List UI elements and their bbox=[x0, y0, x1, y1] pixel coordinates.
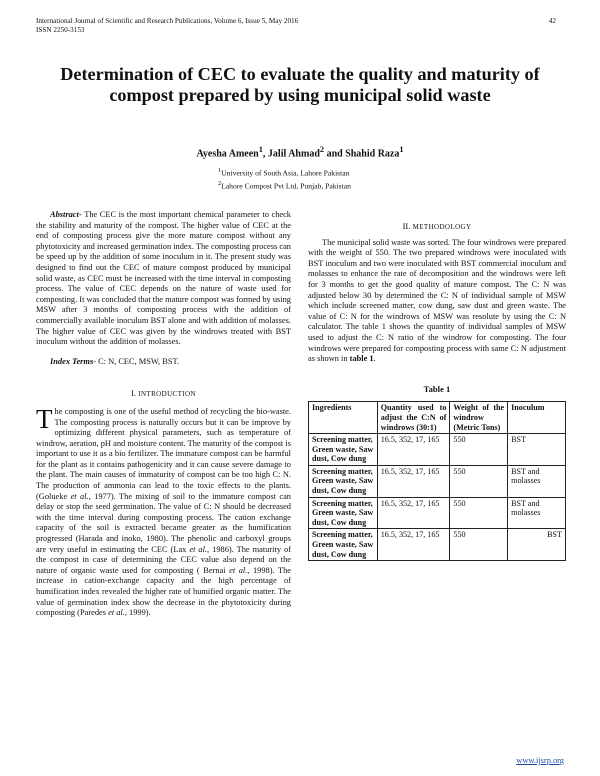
author-affil-marker: 1 bbox=[258, 145, 263, 154]
table-cell: Screening matter, Green waste, Saw dust, Cow dung bbox=[309, 434, 378, 466]
table-header-cell: Quantity used to adjust the C:N of windrows (30:1) bbox=[377, 402, 450, 434]
affiliation bbox=[218, 166, 351, 179]
citation-etal: et al. bbox=[70, 491, 89, 501]
table-row bbox=[309, 497, 566, 529]
journal-title: International Journal of Scientific and Research Publications, Volume 6, Issue 5, May 2016 bbox=[36, 17, 299, 25]
citation-etal: et al. bbox=[108, 608, 125, 618]
table-cell: Screening matter, Green waste, Saw dust, Cow dung bbox=[309, 529, 378, 561]
table-cell: 550 bbox=[450, 434, 508, 466]
affiliation bbox=[218, 179, 351, 192]
left-column bbox=[36, 210, 291, 619]
table-row bbox=[309, 529, 566, 561]
table-cell: 550 bbox=[450, 497, 508, 529]
intro-text: , 1999). bbox=[124, 608, 151, 618]
table-cell: 550 bbox=[450, 529, 508, 561]
table-header-cell: Ingredients bbox=[309, 402, 378, 434]
table-cell: BST and molasses bbox=[508, 497, 566, 529]
table-header-cell: Inoculum bbox=[508, 402, 566, 434]
table-header-cell: Weight of the windrow (Metric Tons) bbox=[450, 402, 508, 434]
table-row bbox=[309, 434, 566, 466]
table-cell: Screening matter, Green waste, Saw dust, Cow dung bbox=[309, 497, 378, 529]
abstract-label: Abstract bbox=[50, 210, 79, 219]
table-reference: table 1 bbox=[349, 354, 374, 364]
author-name: Jalil Ahmad bbox=[267, 148, 320, 160]
index-terms-text: - C: N, CEC, MSW, BST. bbox=[93, 356, 180, 366]
right-column bbox=[308, 221, 566, 561]
table-row bbox=[309, 465, 566, 497]
intro-text: , 1998). The increase in cation-exchange capacity and the high percentage of humification index revealed the higher rate of humified organic matter. The value of germination index show the decrease in the phytotoxicity during composting (Paredes bbox=[36, 565, 291, 618]
affil-marker: 1 bbox=[218, 167, 222, 174]
methodology-text: . bbox=[373, 354, 376, 364]
affiliations bbox=[218, 166, 351, 191]
page-number: 42 bbox=[548, 17, 556, 25]
methodology-paragraph bbox=[308, 238, 566, 365]
section-numeral: I. bbox=[131, 388, 137, 399]
table-cell: 16.5, 352, 17, 165 bbox=[377, 434, 450, 466]
journal-url-link[interactable]: www.ijsrp.org bbox=[516, 756, 564, 765]
issn: ISSN 2250-3153 bbox=[36, 26, 85, 34]
section-numeral: II. bbox=[402, 221, 411, 231]
author-separator: , bbox=[262, 148, 268, 160]
table-cell: BST and molasses bbox=[508, 465, 566, 497]
abstract bbox=[36, 210, 291, 348]
author-affil-marker: 1 bbox=[399, 145, 404, 154]
journal-header bbox=[36, 17, 298, 35]
table-cell: 16.5, 352, 17, 165 bbox=[377, 529, 450, 561]
data-table bbox=[308, 401, 566, 561]
citation-etal: et al. bbox=[229, 565, 248, 575]
methodology-text: The municipal solid waste was sorted. The four windrows were prepared with the weight of 550. The two prepared windrows were inoculated with BST inoculum and two were inoculated with BST commercial inoculum and molasses to enhance the rate of decomposition and the windrows were left for 3 months to get the good quality of mature compost. The C: N was adjusted below 30 by determined the C: N of individual sample of MSW which include screened matter, cow dung, saw dust and green waste. The value of C: N for the windrows of MSW was resolute by using the C: N calculator. The table 1 shows the quantity of individual samples of MSW used to adjust the C: N ratio of the windrow for composting. The four windrows were prepared for composting process with same C: N adjustment as shown in bbox=[308, 237, 566, 364]
table-cell: BST bbox=[508, 529, 566, 561]
author-list bbox=[0, 145, 600, 159]
table-cell: 16.5, 352, 17, 165 bbox=[377, 465, 450, 497]
section-heading-intro bbox=[36, 388, 291, 400]
abstract-dash: - bbox=[78, 210, 85, 219]
affiliation-text: Lahore Compost Pvt Ltd, Punjab, Pakistan bbox=[221, 181, 351, 191]
table-cell: BST bbox=[508, 434, 566, 466]
table-cell: Screening matter, Green waste, Saw dust, Cow dung bbox=[309, 465, 378, 497]
table-header-row bbox=[309, 402, 566, 434]
intro-paragraph bbox=[36, 403, 292, 619]
section-heading-methodology bbox=[308, 221, 566, 233]
affiliation-text: University of South Asia, Lahore Pakistan bbox=[221, 168, 350, 178]
intro-text: , 1986). The maturity of the compost in case of determining the CEC value also depend on the nature of organic waste used for composting ( Bernai bbox=[36, 544, 292, 575]
table-cell: 16.5, 352, 17, 165 bbox=[377, 497, 450, 529]
author-conjunction: and bbox=[324, 148, 346, 160]
author-name: Shahid Raza bbox=[345, 148, 400, 160]
index-terms-label: Index Terms bbox=[50, 356, 94, 366]
table-cell: 550 bbox=[450, 465, 508, 497]
intro-text: he composting is one of the useful method of recycling the bio-waste. The composting process is naturally occurs but it can be improve by optimizing different physical parameters, such as temperature of windrow, aeration, pH and moisture content. The maturity of the compost is important to use it as a bio fertilizer. The immature compost can be harmful for the plant as it contains pathogenicity and it can cause severe damage to the plant. The main causes of immaturity of compost can be too high C: N. The production of ammonia can lead to the toxic effects to the plants. (Golueke bbox=[36, 406, 291, 501]
affil-marker: 2 bbox=[218, 179, 222, 187]
section-title: METHODOLOGY bbox=[412, 223, 472, 231]
drop-cap: T bbox=[36, 403, 53, 434]
section-title: INTRODUCTION bbox=[138, 390, 196, 399]
index-terms bbox=[36, 357, 291, 368]
table-caption: Table 1 bbox=[423, 383, 451, 394]
intro-text: , 1977). The mixing of soil to the immature compost can delay or stop the seed germination. The value of C: N should be decreased with the time interval during composting process. The cation exchange capacity of the soil is extracted became greater as the humification progressed (Harada and inoko, 1980). The phenolic and carboxyl groups are very useful in estimating the CEC (Lax bbox=[36, 491, 291, 554]
citation-etal: et al. bbox=[189, 544, 208, 554]
abstract-text: The CEC is the most important chemical parameter to check the stability and maturity of the compost. The higher value of CEC at the end of composting process give the more mature compost without any phytotoxicity and increased germination index. The composting process can be speed up by the addition of some inoculum in it. The present study was designed to find out the CEC of mature compost produced by municipal solid waste, as CEC must be increased with the time interval in composting process. The value of CEC depends on the nature of waste used for composting. It was concluded that the mature compost was formed by using MSW after 3 months of composting process with the addition of commercially available inoculum BST alone and with addition of molasses. The higher value of CEC was given by the windrows treated with BST inoculum without the addition of molasses. bbox=[36, 210, 291, 347]
author-name: Ayesha Ameen bbox=[196, 148, 259, 160]
author-affil-marker: 2 bbox=[319, 145, 325, 154]
paper-title: Determination of CEC to evaluate the quality and maturity of compost prepared by using municipal solid waste bbox=[60, 64, 540, 105]
